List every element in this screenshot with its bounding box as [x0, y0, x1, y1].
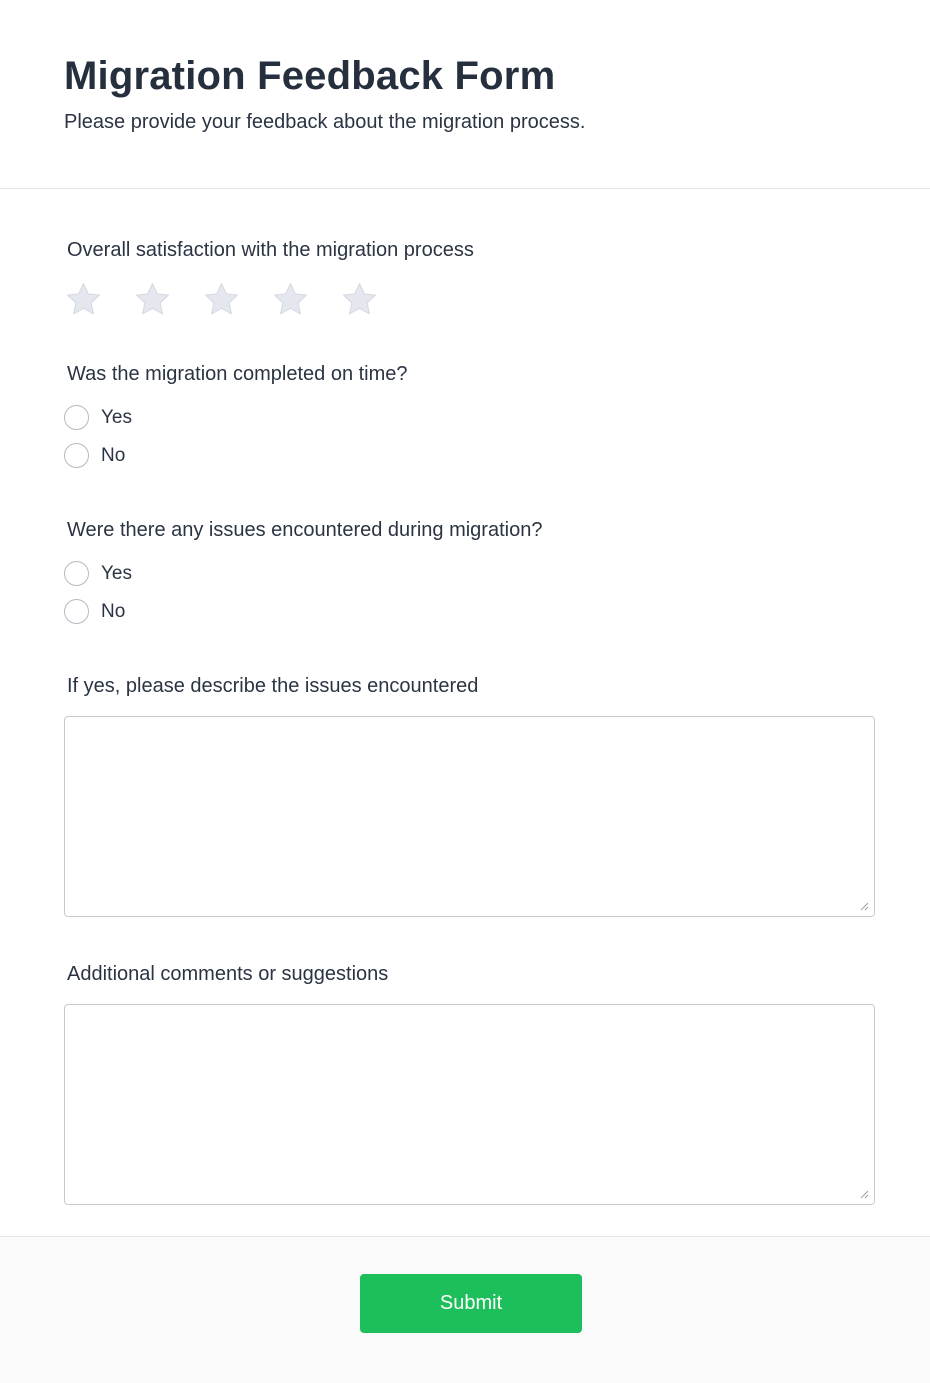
comments-textarea[interactable] — [64, 1004, 875, 1205]
on-time-option-no[interactable] — [64, 443, 125, 468]
page-title: Migration Feedback Form — [64, 54, 556, 98]
form-header — [0, 0, 930, 189]
issues-option-no[interactable] — [64, 599, 125, 624]
star-3-icon[interactable] — [202, 280, 241, 319]
issues-label: Were there any issues encountered during migration? — [67, 519, 543, 541]
star-1-icon[interactable] — [64, 280, 103, 319]
on-time-yes-radio[interactable] — [64, 405, 89, 430]
resize-grip-icon[interactable] — [860, 902, 869, 911]
on-time-option-yes[interactable] — [64, 405, 132, 430]
form-footer — [0, 1236, 930, 1383]
comments-label: Additional comments or suggestions — [67, 963, 389, 985]
star-4-icon[interactable] — [271, 280, 310, 319]
on-time-no-label: No — [101, 444, 126, 466]
on-time-no-radio[interactable] — [64, 443, 89, 468]
issues-option-yes[interactable] — [64, 561, 132, 586]
issues-yes-radio[interactable] — [64, 561, 89, 586]
issues-no-radio[interactable] — [64, 599, 89, 624]
issues-yes-label: Yes — [101, 562, 132, 584]
issues-description-textarea[interactable] — [64, 716, 875, 917]
page-subtitle: Please provide your feedback about the migration process. — [64, 111, 586, 133]
on-time-yes-label: Yes — [101, 406, 132, 428]
issues-description-label: If yes, please describe the issues encountered — [67, 675, 479, 697]
star-5-icon[interactable] — [340, 280, 379, 319]
submit-button[interactable]: Submit — [360, 1274, 582, 1333]
issues-no-label: No — [101, 600, 126, 622]
satisfaction-label: Overall satisfaction with the migration process — [67, 239, 474, 261]
resize-grip-icon[interactable] — [860, 1190, 869, 1199]
star-2-icon[interactable] — [133, 280, 172, 319]
on-time-label: Was the migration completed on time? — [67, 363, 408, 385]
satisfaction-rating — [64, 280, 379, 319]
